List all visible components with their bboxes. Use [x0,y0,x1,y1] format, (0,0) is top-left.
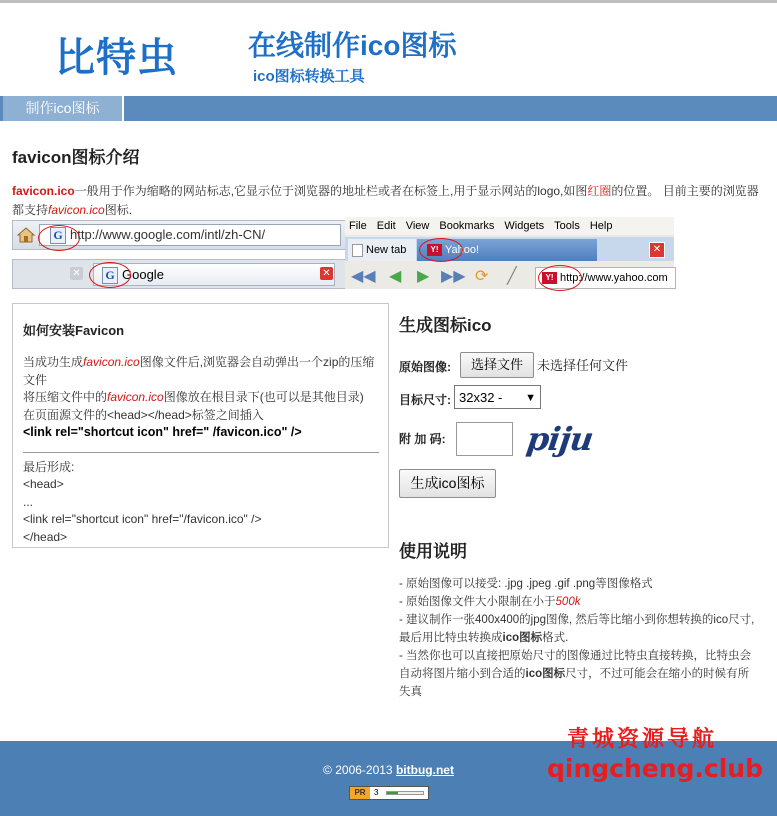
favicon-term: favicon.ico [12,184,75,198]
watermark-line-2: qingcheng.club [547,754,764,783]
captcha-input[interactable] [456,422,513,456]
google-favicon-icon: G [50,227,66,244]
chevron-down-icon: ▼ [525,392,536,404]
close-icon: ✕ [649,242,665,258]
red-circle-3 [419,238,463,262]
install-title: 如何安装Favicon [23,323,125,338]
captcha-label: 附 加 码: [399,432,446,446]
ff-menu-widgets: Widgets [504,220,545,232]
site-subtitle: ico图标转换工具 [253,68,365,85]
target-size-value: 32x32 - [459,390,503,405]
usage-item-4 [399,647,759,701]
source-image-label: 原始图像: [399,360,451,374]
target-size-select[interactable] [454,385,541,409]
ff-menu-bar [345,217,674,235]
home-icon [16,225,36,245]
bitbug-link[interactable]: bitbug.net [395,763,454,777]
close-icon: ✕ [320,267,333,280]
document-icon [352,244,363,257]
ff-active-tab-label: Yahoo! [445,244,480,256]
site-title: 在线制作ico图标 [248,30,457,61]
copyright-text: © 2006-2013 [323,763,396,777]
pagerank-value: 3 [374,788,379,797]
usage-item-1: - 原始图像可以接受: .jpg .jpeg .gif .png等图像格式 [399,578,653,590]
favicon-term-2: favicon.ico [48,203,105,217]
close-icon: ✕ [70,267,83,280]
ff-menu-file: File [349,220,367,232]
ff-nav-toolbar [345,265,674,289]
target-size-label: 目标尺寸: [399,393,451,407]
ff-new-tab-label: New tab [366,244,407,256]
ff-menu-tools: Tools [554,220,580,232]
ff-tab-bar [345,237,674,261]
ie-tab-label: Google [122,267,164,282]
nav-bar [0,96,777,121]
usage-item-4-bold: ico图标 [525,668,566,680]
google-favicon-icon: G [102,267,118,284]
yahoo-favicon-icon: Y! [542,272,557,284]
usage-title: 使用说明 [399,542,467,561]
fast-forward-icon: ▶▶ [441,268,466,285]
generate-ico-button[interactable]: 生成ico图标 [399,469,496,498]
usage-item-3-text: - 建议制作一张400x400的jpg图像, 然后等比缩小到你想转换的ico尺寸,最后用比特虫转换成 [399,614,755,644]
rewind-icon: ◀◀ [351,268,376,285]
pagerank-label: PR [350,787,370,799]
usage-item-4-text: - 当然你也可以直接把原始尺寸的图像通过比特虫直接转换，比特虫会自动将图片缩小到合适的 [399,650,752,680]
ie-tab-bar [12,259,346,289]
install-code: <link rel="shortcut icon" href=" /favicon.ico" /> [23,425,302,439]
install-favicon-box [12,303,389,548]
install-l1b: 图像文件后,浏览器会自动弹出一个zip的压缩文件 [23,355,375,387]
site-logo[interactable]: 比特虫 [55,36,178,80]
usage-item-3-end: 格式. [542,632,569,644]
usage-list [399,575,759,701]
divider [23,452,379,453]
choose-file-button[interactable]: 选择文件 [460,352,534,378]
intro-paragraph [12,182,767,220]
install-line-1 [23,354,379,389]
final-line-1: <head> [23,477,64,491]
ff-url-text: http://www.yahoo.com [560,272,668,284]
install-l2b: 图像放在根目录下(也可以是其他目录) [163,390,364,404]
final-line-2: ... [23,494,34,509]
ff-new-tab [348,239,416,261]
firefox-window [345,217,674,289]
red-circle-1 [38,225,80,251]
usage-item-2-text: - 原始图像文件大小限制在小于 [399,596,556,608]
install-body [23,354,379,546]
install-l2-term: favicon.ico [107,390,164,404]
usage-item-3 [399,611,759,647]
final-line-3: <link rel="shortcut icon" href="/favicon.ico" /> [23,512,262,526]
intro-text-2: 的位置。 目前主要的浏览器都支持 [12,184,759,217]
final-line-4: </head> [23,529,68,544]
usage-item-3-bold: ico图标 [502,632,543,644]
install-l2a: 将压缩文件中的 [23,390,108,404]
red-circle-2 [89,262,131,288]
reload-icon: ⟳ [475,268,489,285]
browser-example-image [12,217,674,289]
red-circle-term: 红圈 [587,184,612,198]
ie-url-field [39,224,341,246]
nav-item-make-ico[interactable]: 制作ico图标 [3,96,124,121]
top-border [0,0,777,3]
final-label: 最后形成: [23,459,75,474]
watermark-line-1: 青城资源导航 [567,726,718,751]
usage-item-4-end: 尺寸，不过可能会在缩小的时候有所失真 [399,668,750,698]
install-l1-term: favicon.ico [83,355,140,369]
install-line-2 [23,389,379,407]
red-circle-4 [538,265,582,291]
ff-menu-help: Help [589,220,613,232]
forward-icon: ▶ [417,268,430,285]
yahoo-favicon-icon: Y! [427,244,442,256]
usage-item-2 [399,593,759,611]
pagerank-badge[interactable] [349,786,429,800]
file-status-text: 未选择任何文件 [537,358,629,373]
ff-menu-edit: Edit [376,220,396,232]
ff-menu-bookmarks: Bookmarks [439,220,495,232]
intro-text-3: 图标. [104,203,133,217]
ie-url-text: http://www.google.com/intl/zh-CN/ [70,227,266,242]
generate-title: 生成图标ico [399,316,492,335]
install-line-3: 在页面源文件的<head></head>标签之间插入 [23,407,264,422]
back-icon: ◀ [389,268,402,285]
pagerank-fill [387,792,398,794]
usage-item-2-limit: 500k [555,596,581,608]
intro-title: favicon图标介绍 [12,148,140,167]
captcha-image[interactable]: piju [524,420,596,458]
wand-icon: ╱ [507,268,517,285]
ff-menu-view: View [405,220,430,232]
install-l1a: 当成功生成 [23,355,84,369]
intro-text-1: 一般用于作为缩略的网站标志,它显示位于浏览器的地址栏或者在标签上,用于显示网站的logo,如图 [74,184,588,198]
pagerank-bar [386,791,424,795]
